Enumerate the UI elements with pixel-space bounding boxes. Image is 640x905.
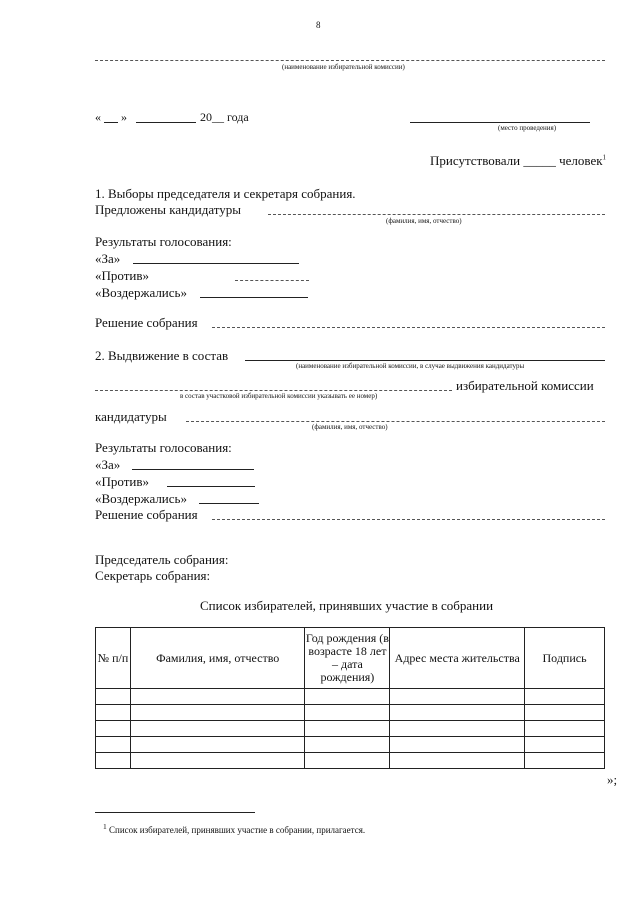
attendance-line — [430, 153, 606, 168]
section2-protiv-blank[interactable] — [167, 486, 255, 487]
date-month-blank[interactable] — [136, 122, 196, 123]
table-cell[interactable] — [525, 737, 605, 753]
table-cell[interactable] — [305, 689, 390, 705]
date-close-quote: » — [121, 110, 127, 124]
voters-table-header — [96, 628, 605, 689]
chairman-label: Председатель собрания: — [95, 552, 229, 567]
section1-nominated-blank[interactable] — [268, 214, 605, 215]
section2-commission-word: избирательной комиссии — [456, 378, 594, 393]
section1-fio-caption: (фамилия, имя, отчество) — [386, 217, 462, 225]
section1-protiv-blank[interactable] — [235, 280, 309, 281]
section2-commission-caption-1: (наименование избирательной комиссии, в случае выдвижения кандидатуры — [296, 362, 525, 370]
col-address: Адрес места жительства — [390, 628, 525, 689]
section1-decision-label: Решение собрания — [95, 315, 198, 330]
section2-fio-caption: (фамилия, имя, отчество) — [312, 423, 388, 431]
table-cell[interactable] — [390, 705, 525, 721]
table-cell[interactable] — [130, 721, 305, 737]
table-cell[interactable] — [130, 689, 305, 705]
secretary-label: Секретарь собрания: — [95, 568, 211, 583]
table-row — [96, 737, 605, 753]
section1-decision-blank[interactable] — [212, 327, 605, 328]
section2-candidates-blank[interactable] — [186, 421, 605, 422]
section2-vozd-blank[interactable] — [199, 503, 259, 504]
footnote-text: Список избирателей, принявших участие в собрании, прилагается. — [109, 825, 366, 835]
table-cell[interactable] — [305, 753, 390, 769]
table-cell[interactable] — [96, 753, 131, 769]
section1-protiv-label: «Против» — [95, 268, 149, 283]
attendance-label: Присутствовали — [430, 153, 521, 168]
col-signature: Подпись — [525, 628, 605, 689]
section1-results-label: Результаты голосования: — [95, 234, 232, 249]
attendance-blank[interactable]: _____ — [523, 153, 556, 168]
table-cell[interactable] — [130, 753, 305, 769]
col-number: № п/п — [96, 628, 131, 689]
section2-decision-label: Решение собрания — [95, 507, 198, 522]
table-cell[interactable] — [525, 689, 605, 705]
section2-title: 2. Выдвижение в состав — [95, 348, 229, 363]
footnote — [103, 822, 365, 835]
section2-commission-caption-2: в состав участковой избирательной комиссии указывать ее номер) — [180, 392, 378, 400]
section1-title: 1. Выборы председателя и секретаря собрания. — [95, 186, 356, 201]
footnote-mark: 1 — [103, 822, 107, 831]
col-fio: Фамилия, имя, отчество — [130, 628, 305, 689]
table-cell[interactable] — [305, 737, 390, 753]
table-cell[interactable] — [130, 705, 305, 721]
table-row — [96, 689, 605, 705]
section1-nominated-label: Предложены кандидатуры — [95, 202, 241, 217]
table-cell[interactable] — [305, 705, 390, 721]
commission-name-line — [95, 60, 605, 61]
table-cell[interactable] — [525, 753, 605, 769]
table-cell[interactable] — [130, 737, 305, 753]
section2-decision-blank[interactable] — [212, 519, 605, 520]
section2-za-label: «За» — [95, 457, 121, 472]
voters-list-title: Список избирателей, принявших участие в собрании — [200, 598, 494, 613]
section1-za-label: «За» — [95, 251, 121, 266]
attendance-unit: человек — [559, 153, 603, 168]
table-cell[interactable] — [390, 689, 525, 705]
table-cell[interactable] — [96, 721, 131, 737]
place-caption: (место проведения) — [498, 124, 557, 132]
table-cell[interactable] — [96, 689, 131, 705]
commission-name-caption: (наименование избирательной комиссии) — [282, 63, 405, 71]
voters-list-closing: »; — [607, 772, 618, 787]
table-cell[interactable] — [390, 737, 525, 753]
section1-za-blank[interactable] — [133, 263, 299, 264]
table-cell[interactable] — [96, 705, 131, 721]
table-row — [96, 753, 605, 769]
table-cell[interactable] — [525, 705, 605, 721]
section2-protiv-label: «Против» — [95, 474, 149, 489]
place-blank[interactable] — [410, 122, 590, 123]
section2-za-blank[interactable] — [132, 469, 254, 470]
footnote-separator — [95, 812, 255, 813]
table-cell[interactable] — [96, 737, 131, 753]
date-year: 20__ года — [200, 110, 249, 124]
section2-vozd-label: «Воздержались» — [95, 491, 187, 506]
table-cell[interactable] — [525, 721, 605, 737]
table-cell[interactable] — [390, 753, 525, 769]
attendance-footnote-mark: 1 — [602, 153, 607, 162]
section2-candidates-label: кандидатуры — [95, 409, 167, 424]
table-cell[interactable] — [305, 721, 390, 737]
date-open-quote: « — [95, 110, 101, 124]
table-cell[interactable] — [390, 721, 525, 737]
section2-commission-blank-1[interactable] — [245, 360, 605, 361]
date-day-blank[interactable] — [104, 122, 118, 123]
section2-results-label: Результаты голосования: — [95, 440, 232, 455]
col-birth-year: Год рождения (в возрасте 18 лет – дата рождения) — [305, 628, 390, 689]
table-row — [96, 705, 605, 721]
voters-table — [95, 627, 605, 769]
page-number: 8 — [316, 20, 321, 30]
section2-commission-blank-2[interactable] — [95, 390, 452, 391]
table-row — [96, 721, 605, 737]
section1-vozd-blank[interactable] — [200, 297, 308, 298]
section1-vozd-label: «Воздержались» — [95, 285, 187, 300]
